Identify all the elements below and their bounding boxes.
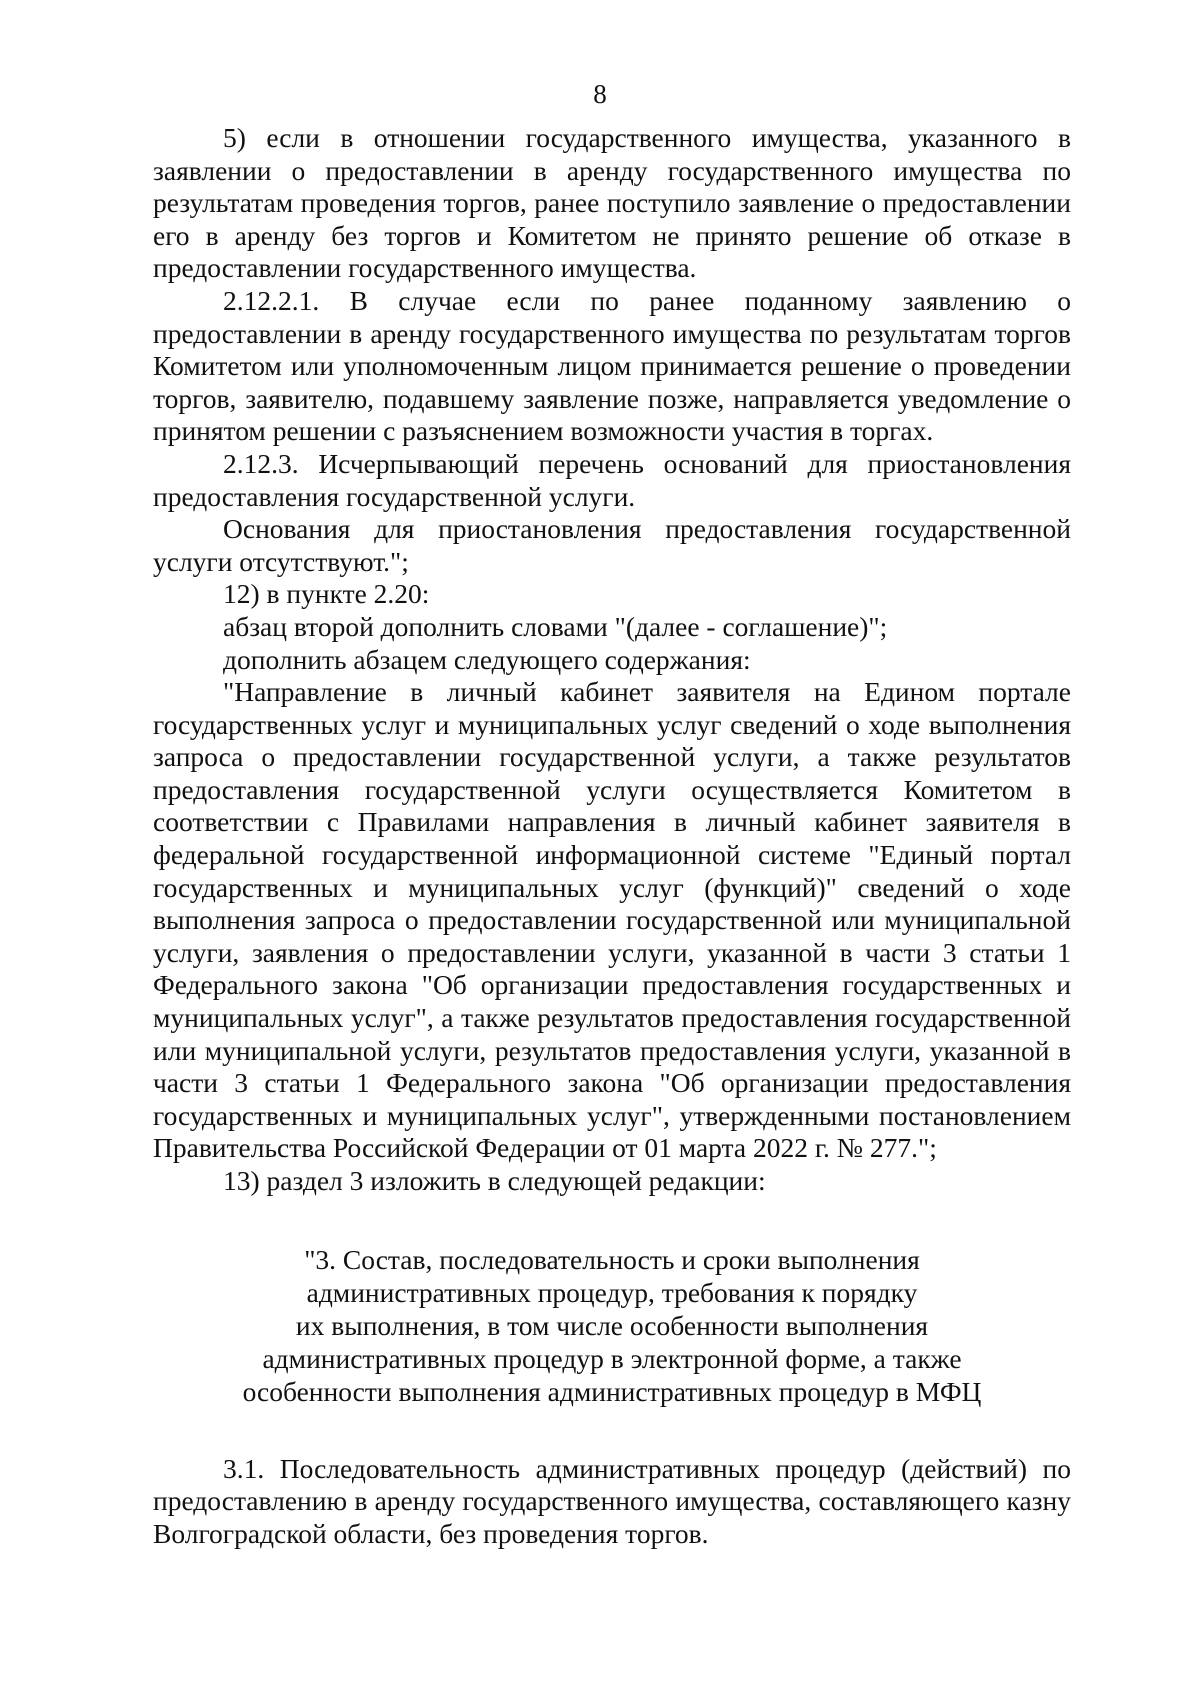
paragraph-personal-cabinet: "Направление в личный кабинет заявителя на Едином портале государственных услуг и муниципальных услуг сведений о ходе выполнения запроса о предоставлении государственной услуги, а также результатов предоставления государственной услуги осуществляется Комитетом в соответствии с Правилами направления в личный кабинет заявителя в федеральной государственной информационной системе "Единый портал государственных и муниципальных услуг (функций)" сведений о ходе выполнения запроса о предоставлении государственной или муниципальной услуги, заявления о предоставлении услуги, указанной в части 3 статьи 1 Федерального закона "Об организации предоставления государственных и муниципальных услуг", а также результатов предоставления государственной или муниципальной услуги, результатов предоставления услуги, указанной в части 3 статьи 1 Федерального закона "Об организации предоставления государственных и муниципальных услуг", утвержденными постановлением Правительства Российской Федерации от 01 марта 2022 г. № 277."; (153, 676, 1071, 1164)
paragraph-item-13: 13) раздел 3 изложить в следующей редакции: (223, 1165, 766, 1196)
section-3-heading (153, 1243, 1071, 1408)
paragraph-suspension-grounds: Основания для приостановления предоставления государственной услуги отсутствуют."; (153, 513, 1071, 577)
paragraph-2-12-2-1: 2.12.2.1. В случае если по ранее поданному заявлению о предоставлении в аренду государственного имущества по результатам торгов Комитетом или уполномоченным лицом принимается решение о проведении торгов, заявителю, подавшему заявление позже, направляется уведомление о принятом решении с разъяснением возможности участия в торгах. (153, 284, 1071, 447)
section-heading-line: особенности выполнения административных процедур в МФЦ (242, 1375, 982, 1407)
page-number: 8 (593, 79, 607, 109)
section-heading-line: "3. Состав, последовательность и сроки выполнения (304, 1243, 920, 1275)
section-heading-line: административных процедур, требования к порядку (306, 1276, 918, 1308)
section-heading-line: их выполнения, в том числе особенности выполнения (295, 1309, 929, 1341)
document-body (153, 122, 1071, 1550)
section-heading-line: административных процедур в электронной форме, а также (262, 1342, 962, 1374)
paragraph-2-12-3: 2.12.3. Исчерпывающий перечень оснований для приостановления предоставления государственной услуги. (153, 447, 1071, 512)
paragraph-item-12: 12) в пункте 2.20: (223, 578, 430, 610)
paragraph-add-abzac: дополнить абзацем следующего содержания: (223, 643, 751, 675)
paragraph-second-abzac: абзац второй дополнить словами "(далее - соглашение)"; (223, 610, 888, 642)
paragraph-3-1: 3.1. Последовательность административных процедур (действий) по предоставлению в аренду государственного имущества, составляющего казну Волгоградской области, без проведения торгов. (153, 1452, 1071, 1549)
paragraph-item-5: 5) если в отношении государственного имущества, указанного в заявлении о предоставлении в аренду государственного имущества по результатам проведения торгов, ранее поступило заявление о предоставлении его в аренду без торгов и Комитетом не принято решение об отказе в предоставлении государственного имущества. (153, 122, 1071, 284)
